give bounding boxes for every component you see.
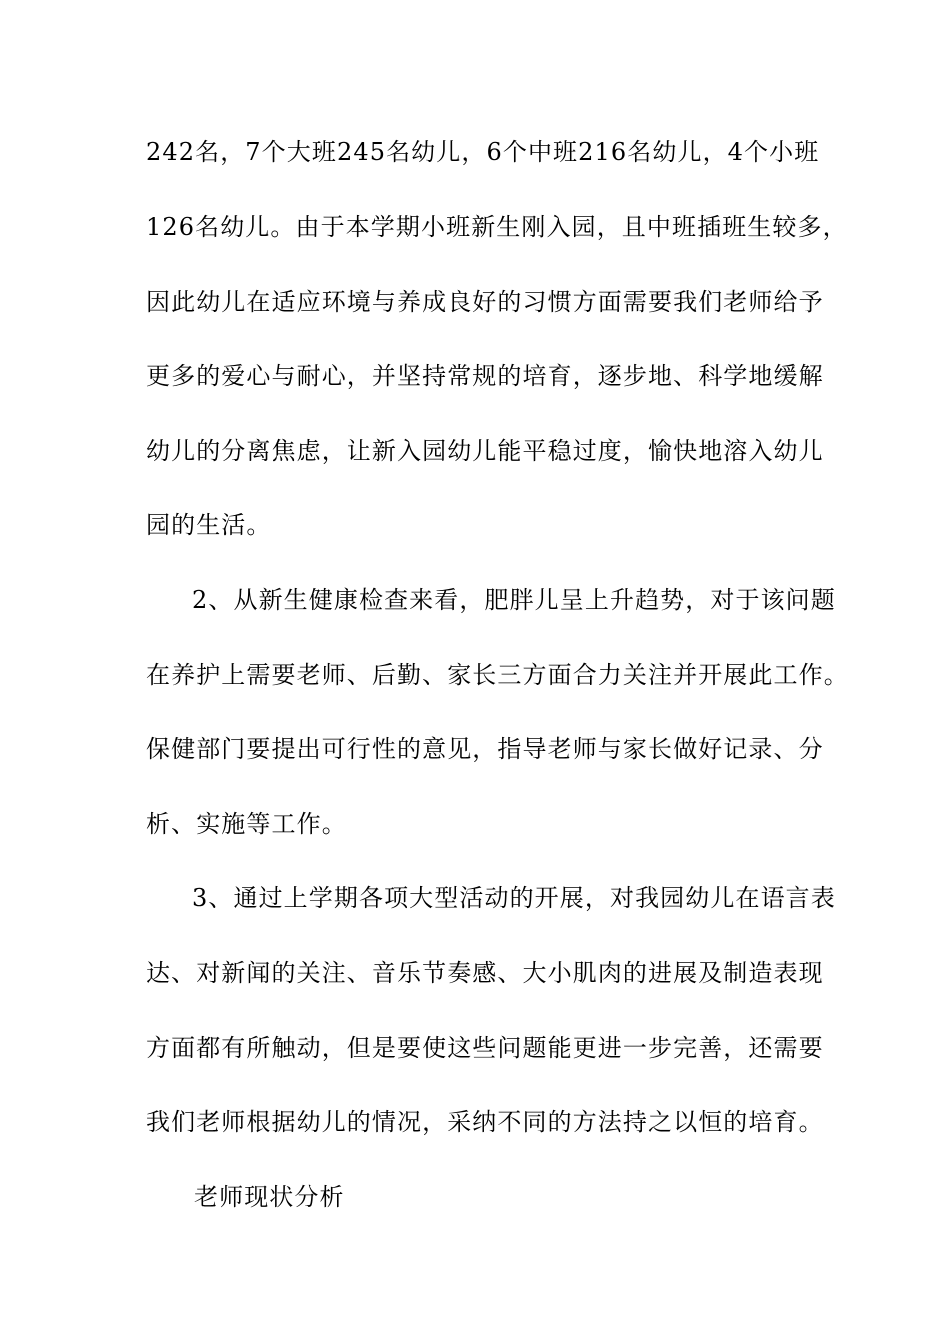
paragraph-line: 因此幼儿在适应环境与养成良好的习惯方面需要我们老师给予 [146,288,824,316]
paragraph-line: 我们老师根据幼儿的情况，采纳不同的方法持之以恒的培育。 [146,1108,824,1136]
paragraph-line: 126名幼儿。由于本学期小班新生刚入园，且中班插班生较多， [146,213,848,241]
paragraph-line: 达、对新闻的关注、音乐节奏感、大小肌肉的进展及制造表现 [146,959,824,987]
paragraph-line: 在养护上需要老师、后勤、家长三方面合力关注并开展此工作。 [146,661,849,689]
section-heading: 老师现状分析 [194,1183,345,1211]
paragraph-line: 园的生活。 [146,511,272,539]
paragraph-line: 更多的爱心与耐心，并坚持常规的培育，逐步地、科学地缓解 [146,362,824,390]
paragraph-line: 保健部门要提出可行性的意见，指导老师与家长做好记录、分 [146,735,824,763]
paragraph-line: 幼儿的分离焦虑，让新入园幼儿能平稳过度，愉快地溶入幼儿 [146,437,824,465]
paragraph-line: 2、从新生健康检查来看，肥胖儿呈上升趋势，对于该问题 [192,586,836,614]
paragraph-line: 3、通过上学期各项大型活动的开展，对我园幼儿在语言表 [192,884,836,912]
paragraph-line: 242名，7个大班245名幼儿，6个中班216名幼儿，4个小班 [146,138,820,166]
paragraph-line: 方面都有所触动，但是要使这些问题能更进一步完善，还需要 [146,1034,824,1062]
paragraph-line: 析、实施等工作。 [146,810,347,838]
